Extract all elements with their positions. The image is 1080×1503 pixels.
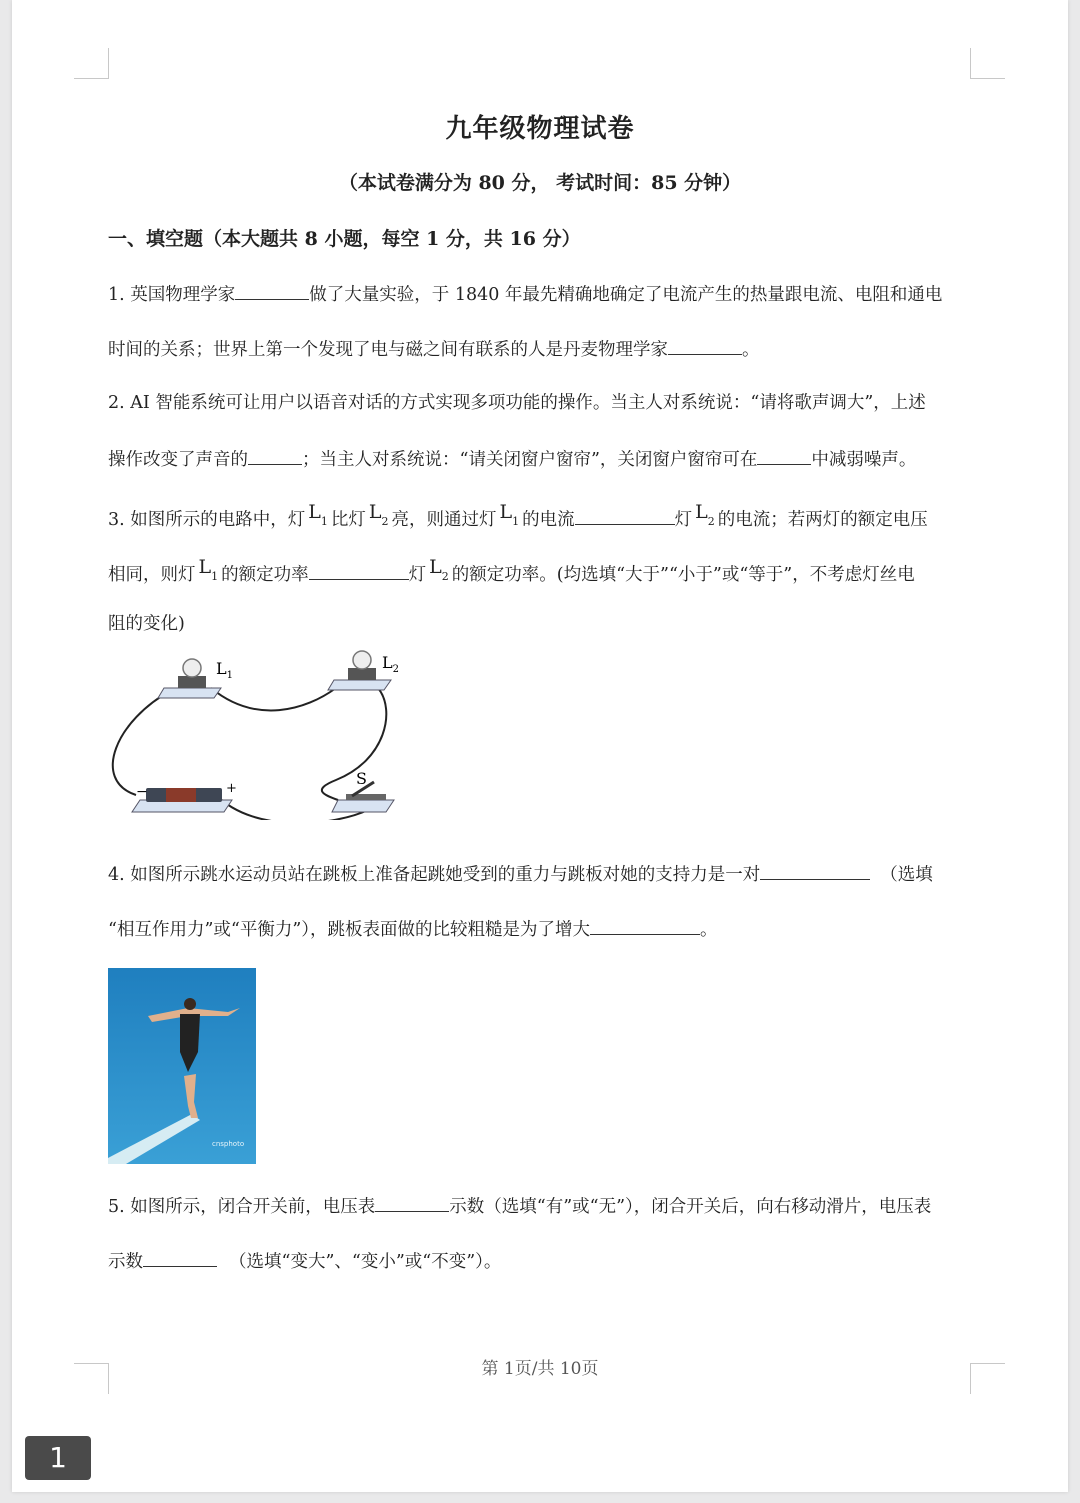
wire-top (211, 688, 336, 710)
page-number-badge[interactable]: 1 (25, 1436, 91, 1480)
q4-text-a: 4. 如图所示跳水运动员站在跳板上准备起跳她受到的重力与跳板对她的支持力是一对 (108, 865, 761, 885)
q1-text-d: 。 (742, 340, 760, 360)
q3-text-e: 灯 (674, 510, 693, 530)
q4-text-d: 。 (700, 920, 718, 940)
section-heading: 一、填空题（本大题共 8 小题，每空 1 分，共 16 分） (108, 228, 581, 250)
q3-text-i: 灯 (408, 565, 427, 585)
question-5-line-1 (108, 1193, 931, 1219)
question-5-line-2 (108, 1248, 501, 1274)
battery-plus-label: + (226, 781, 237, 796)
q3-text-c: 亮，则通过灯 (391, 510, 497, 530)
circuit-diagram (106, 650, 406, 820)
question-2-line-2 (108, 446, 916, 472)
exam-title: 九年级物理试卷 (445, 114, 635, 144)
question-4-line-1 (108, 861, 933, 887)
question-3-line-1 (108, 501, 928, 539)
q5-text-a: 5. 如图所示，闭合开关前，电压表 (108, 1197, 376, 1217)
question-1-line-1 (108, 281, 942, 307)
q3-blank-2 (309, 561, 409, 580)
lamp-symbol-l1: $L_1$ (198, 556, 219, 583)
wire-right (322, 688, 386, 800)
crop-mark-top-right (970, 48, 1005, 79)
q3-text-a: 3. 如图所示的电路中，灯 (108, 510, 306, 530)
q2-text-d: 中减弱噪声。 (811, 450, 917, 470)
q3-text-b: 比灯 (330, 510, 366, 530)
q2-blank-1 (248, 446, 302, 465)
label-l1: $L_1$ (216, 659, 233, 681)
q4-blank-1 (760, 861, 870, 880)
lamp-symbol-l1: $L_1$ (308, 501, 328, 528)
q3-text-k: 阻的变化) (108, 614, 185, 634)
question-1-line-2 (108, 336, 760, 362)
q5-text-b: 示数（选填“有”或“无”），闭合开关后，向右移动滑片，电压表 (449, 1197, 932, 1217)
q3-blank-1 (575, 506, 675, 525)
q4-text-b: （选填 (880, 865, 933, 885)
battery (132, 781, 237, 812)
q3-text-f: 的电流；若两灯的额定电压 (717, 510, 928, 530)
q2-blank-2 (757, 446, 811, 465)
lamp-l1 (158, 659, 233, 698)
switch-s (332, 769, 394, 812)
q1-text-b: 做了大量实验，于 1840 年最先精确地确定了电流产生的热量跟电流、电阻和通电 (309, 285, 943, 305)
q1-blank-1 (235, 281, 309, 300)
diver-photo (108, 968, 256, 1164)
page-footer: 第 1页/共 10页 (481, 1359, 599, 1379)
photo-watermark: cnsphoto (212, 1140, 245, 1148)
q1-text-a: 1. 英国物理学家 (108, 285, 236, 305)
q5-blank-2 (143, 1248, 217, 1267)
lamp-symbol-l2: $L_2$ (695, 501, 715, 528)
label-switch: S (356, 769, 367, 788)
q3-text-h: 的额定功率 (221, 565, 309, 585)
q3-text-d: 的电流 (522, 510, 575, 530)
crop-mark-top-left (74, 48, 109, 79)
q1-text-c: 时间的关系；世界上第一个发现了电与磁之间有联系的人是丹麦物理学家 (108, 340, 668, 360)
q2-text-a: 2. AI 智能系统可让用户以语音对话的方式实现多项功能的操作。当主人对系统说：“请将歌声调大”，上述 (108, 393, 926, 413)
lamp-symbol-l1: $L_1$ (499, 501, 520, 528)
q4-text-c: “相互作用力”或“平衡力”），跳板表面做的比较粗糙是为了增大 (108, 920, 591, 940)
lamp-symbol-l2: $L_2$ (429, 556, 449, 583)
lamp-l2 (328, 651, 399, 690)
q3-text-j: 的额定功率。(均选填“大于”“小于”或“等于”，不考虑灯丝电 (451, 565, 915, 585)
q2-text-b: 操作改变了声音的 (108, 450, 248, 470)
label-l2: $L_2$ (382, 653, 399, 675)
battery-minus-label: − (136, 784, 148, 800)
q3-text-g: 相同，则灯 (108, 565, 196, 585)
question-3-line-2 (108, 556, 915, 594)
q5-text-d: （选填“变大”、“变小”或“不变”）。 (229, 1252, 502, 1272)
question-4-line-2 (108, 916, 718, 942)
q2-text-c: ；当主人对系统说：“请关闭窗户窗帘”，关闭窗户窗帘可在 (302, 450, 758, 470)
lamp-symbol-l2: $L_2$ (368, 501, 389, 528)
q4-blank-2 (590, 916, 700, 935)
document-page (12, 0, 1068, 1492)
question-3-line-3 (108, 612, 185, 636)
q5-text-c: 示数 (108, 1252, 143, 1272)
question-2-line-1 (108, 391, 926, 415)
exam-subtitle: （本试卷满分为 80 分， 考试时间：85 分钟） (338, 172, 742, 194)
wire-left (113, 690, 172, 795)
q1-blank-2 (668, 336, 742, 355)
q5-blank-1 (375, 1193, 449, 1212)
